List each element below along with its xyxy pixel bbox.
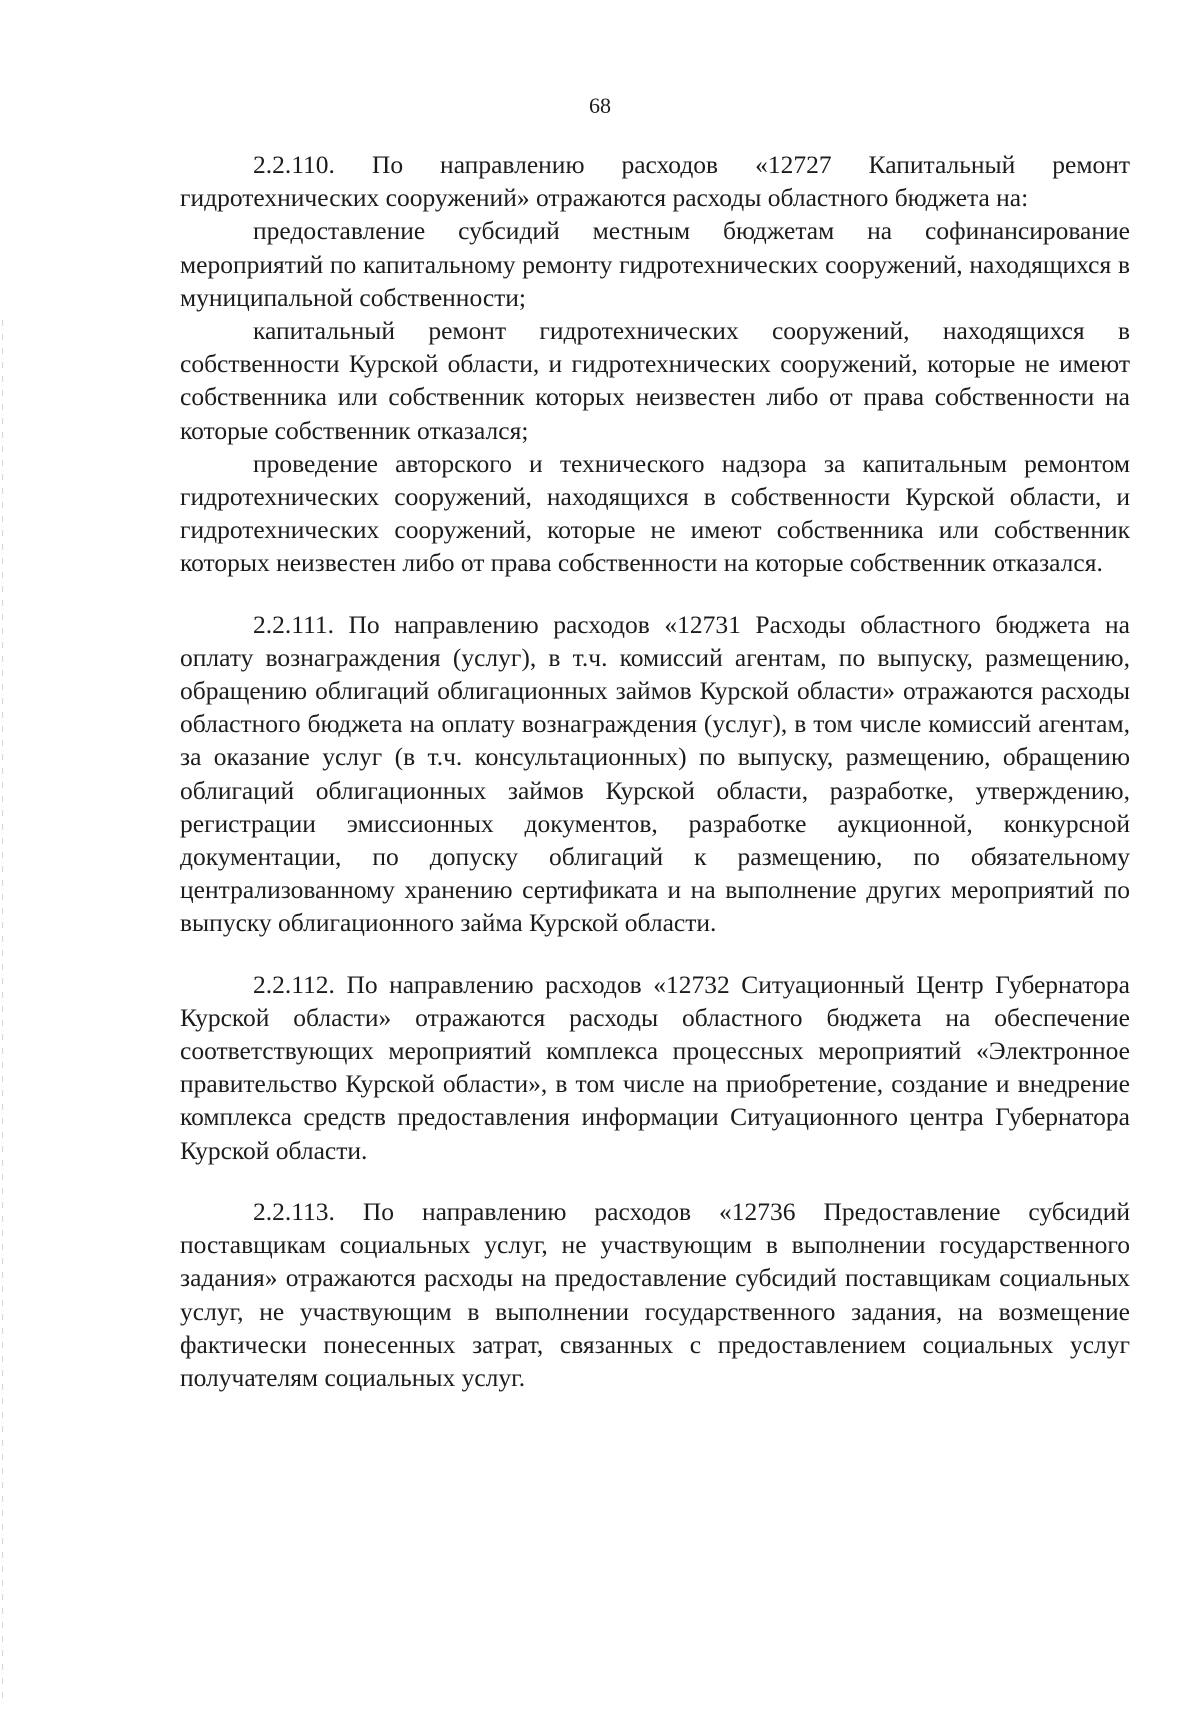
paragraph: 2.2.111. По направлению расходов «12731 Расходы областного бюджета на оплату вознаграждения (услуг), в т.ч. комиссий агентам, по выпуску, размещению, обращению облигаций облигационных займов Курской области» отражаются расходы областного бюджета на оплату вознаграждения (услуг), в том числе комиссий агентам, за оказание услуг (в т.ч. консультационных) по выпуску, размещению, обращению облигаций облигационных займов Курской области, разработке, утверждению, регистрации эмиссионных документов, разработке аукционной, конкурсной документации, по допуску облигаций к размещению, по обязательному централизованному хранению сертификата и на выполнение других мероприятий по выпуску облигационного займа Курской области. <box>180 609 1130 938</box>
paragraph: 2.2.113. По направлению расходов «12736 Предоставление субсидий поставщикам социальных услуг, не участвующим в выполнении государственного задания» отражаются расходы на предоставление субсидий поставщикам социальных услуг, не участвующим в выполнении государственного задания, на возмещение фактически понесенных затрат, связанных с предоставлением социальных услуг получателям социальных услуг. <box>180 1196 1130 1392</box>
section-2-2-113 <box>180 1195 1130 1394</box>
section-2-2-111 <box>180 608 1130 940</box>
page-number: 68 <box>589 93 611 118</box>
paragraph: 2.2.110. По направлению расходов «12727 Капитальный ремонт гидротехнических сооружений» отражаются расходы областного бюджета на: <box>180 150 1130 213</box>
paragraph: проведение авторского и технического надзора за капитальным ремонтом гидротехнических сооружений, находящихся в собственности Курской области, и гидротехнических сооружений, которые не имеют собственника или собственник которых неизвестен либо от права собственности на которые собственник отказался. <box>180 448 1130 578</box>
section-spacer <box>180 580 1130 608</box>
section-spacer <box>180 940 1130 968</box>
document-body <box>180 148 1130 1394</box>
paragraph: предоставление субсидий местным бюджетам на софинансирование мероприятий по капитальному ремонту гидротехнических сооружений, находящихся в муниципальной собственности; <box>180 216 1130 312</box>
section-spacer <box>180 1167 1130 1195</box>
section-2-2-112 <box>180 968 1130 1167</box>
paragraph: капитальный ремонт гидротехнических сооружений, находящихся в собственности Курской области, и гидротехнических сооружений, которые не имеют собственника или собственник которых неизвестен либо от права собственности на которые собственник отказался; <box>180 316 1130 445</box>
paragraph: 2.2.112. По направлению расходов «12732 Ситуационный Центр Губернатора Курской области» отражаются расходы областного бюджета на обеспечение соответствующих мероприятий комплекса процессных мероприятий «Электронное правительство Курской области», в том числе на приобретение, создание и внедрение комплекса средств предоставления информации Ситуационного центра Губернатора Курской области. <box>180 969 1130 1165</box>
scan-edge-artifact <box>2 320 3 1700</box>
section-2-2-110 <box>180 148 1130 580</box>
